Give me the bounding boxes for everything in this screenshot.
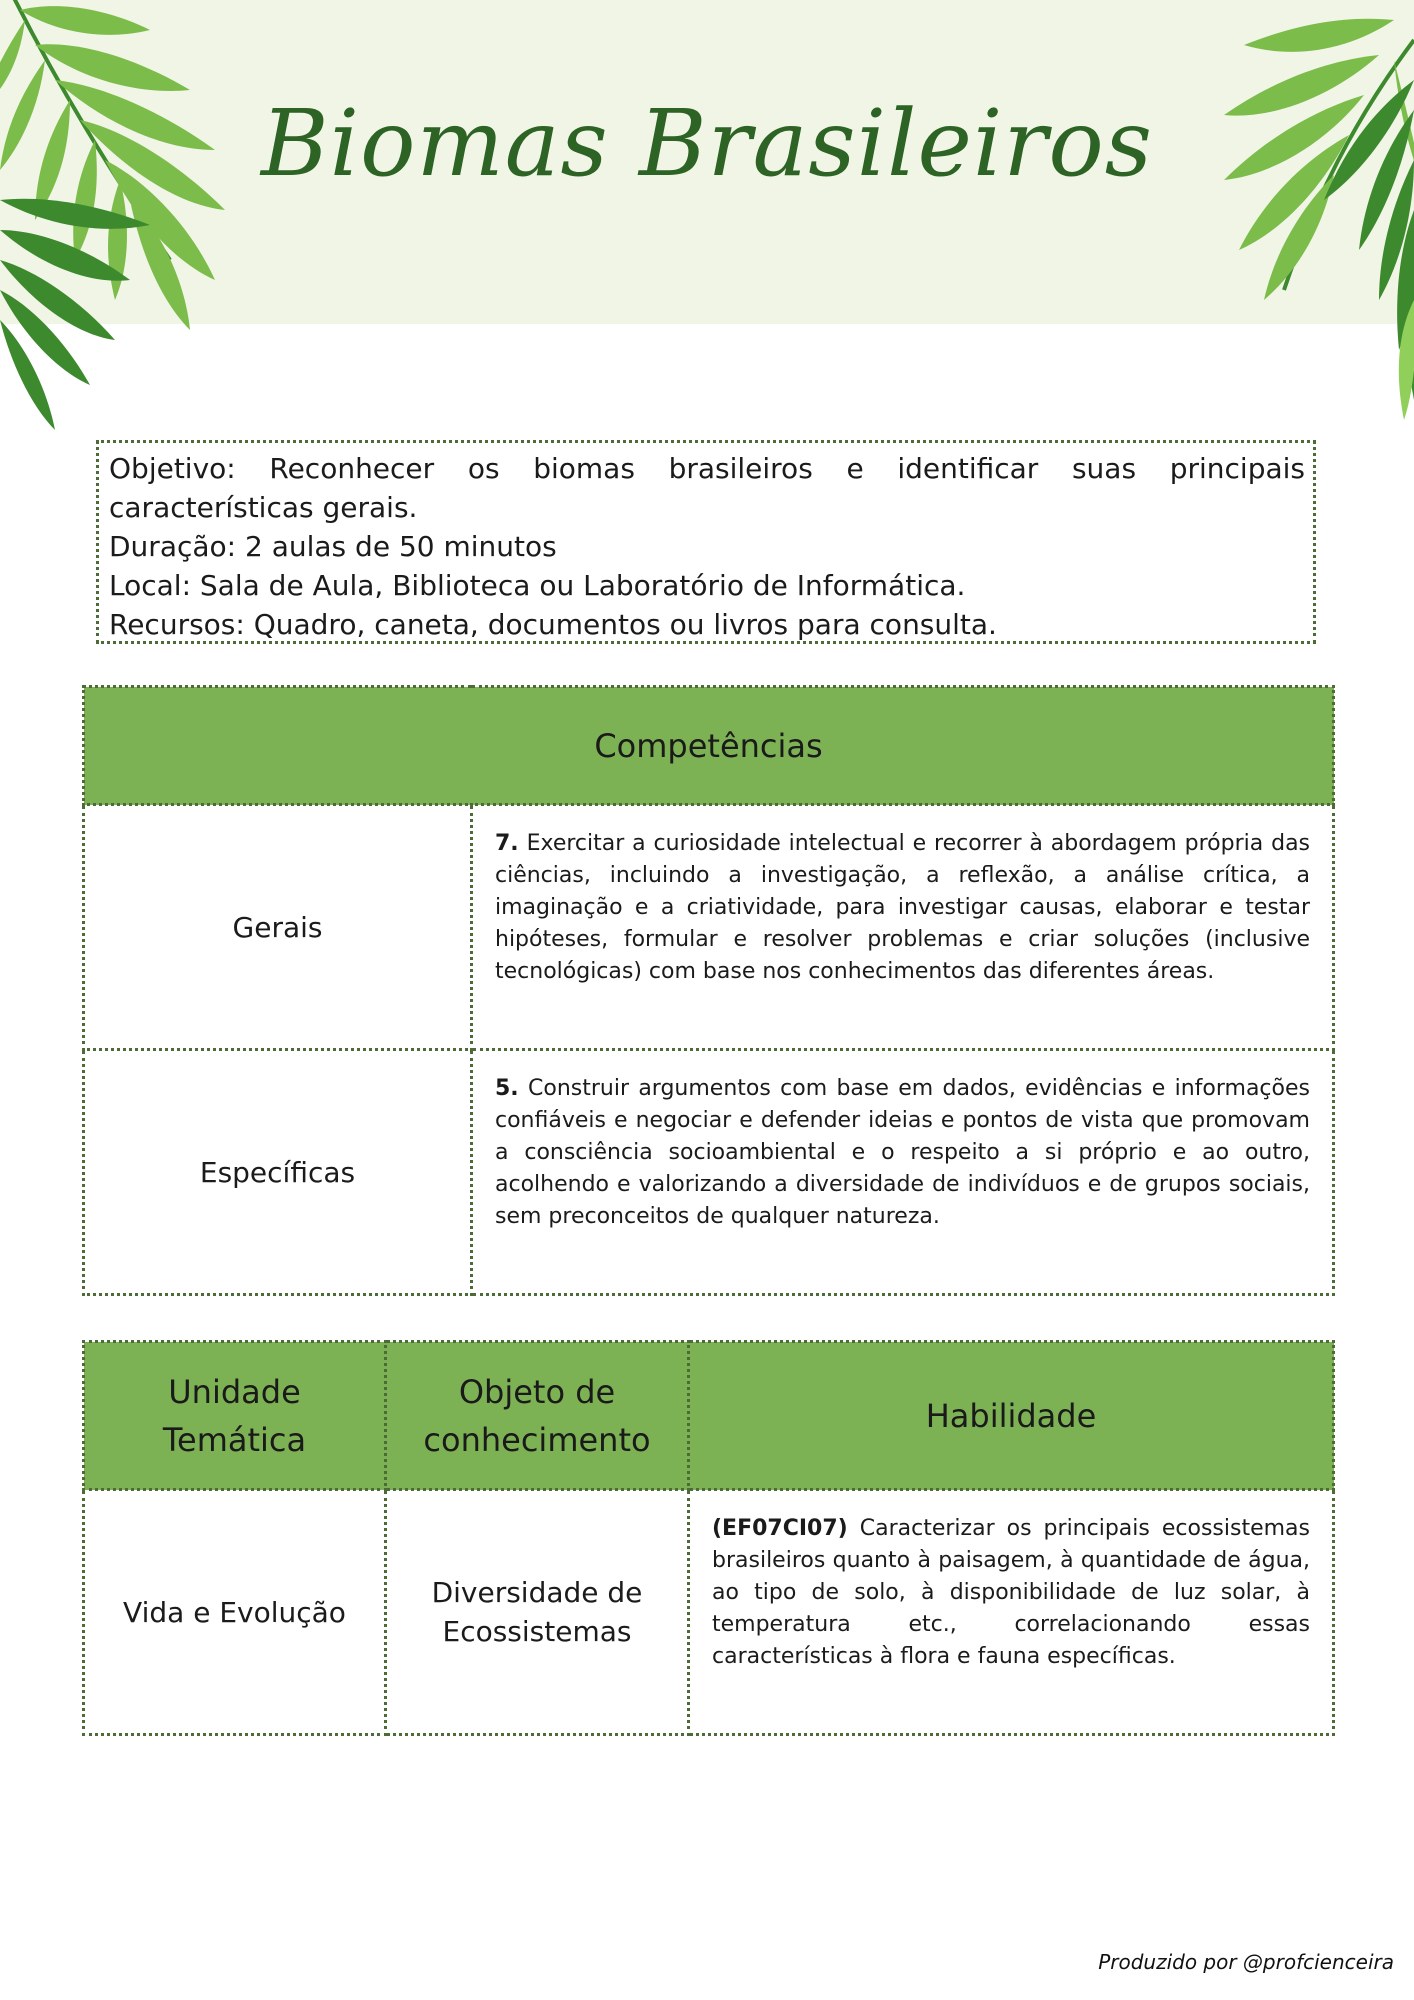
objeto-value-line2: Ecossistemas	[442, 1615, 632, 1648]
competencia-number: 7.	[495, 831, 519, 856]
header-habilidade: Habilidade	[689, 1342, 1334, 1490]
header-objeto-line1: Objeto de	[458, 1372, 616, 1411]
habilidade-description: Caracterizar os principais ecossistemas brasileiros quanto à paisagem, à quantidade de água, ao tipo de solo, à disponibilidade de luz solar, à temperatura etc., correlacionando essas características à flora e fauna específicas.	[712, 1516, 1310, 1669]
habilidades-table	[82, 1340, 1335, 1736]
header-objeto-conhecimento	[386, 1342, 689, 1490]
palm-leaves-left-decoration	[0, 0, 260, 440]
competencia-text-gerais	[472, 805, 1334, 1050]
table-row	[84, 1050, 1334, 1295]
header-unidade-tematica	[84, 1342, 386, 1490]
competencia-label-especificas: Específicas	[84, 1050, 472, 1295]
competencias-header: Competências	[84, 687, 1334, 805]
competencia-description: Construir argumentos com base em dados, evidências e informações confiáveis e negociar e defender ideias e pontos de vista que promovam a consciência socioambiental e o respeito a si próprio e ao outro, acolhendo e valorizando a diversidade de indivíduos e de grupos sociais, sem preconceitos de qualquer natureza.	[495, 1076, 1310, 1229]
page-title: Biomas Brasileiros	[261, 90, 1153, 197]
header-unidade-line1: Unidade	[168, 1372, 301, 1411]
competencia-label-gerais: Gerais	[84, 805, 472, 1050]
objeto-value-line1: Diversidade de	[431, 1576, 643, 1609]
table-row	[84, 1490, 1334, 1735]
duration-text: Duração: 2 aulas de 50 minutos	[109, 530, 557, 563]
objeto-value	[386, 1490, 689, 1735]
lesson-info-box	[96, 440, 1316, 644]
habilidade-value	[689, 1490, 1334, 1735]
footer-credit: Produzido por @profcienceira	[1098, 1950, 1394, 1974]
location-text: Local: Sala de Aula, Biblioteca ou Laboratório de Informática.	[109, 569, 966, 602]
resources-text: Recursos: Quadro, caneta, documentos ou livros para consulta.	[109, 608, 997, 641]
competencia-text-especificas	[472, 1050, 1334, 1295]
unidade-value: Vida e Evolução	[84, 1490, 386, 1735]
habilidade-code: (EF07CI07)	[712, 1516, 848, 1541]
objective-text: Objetivo: Reconhecer os biomas brasileiros e identificar suas principais	[109, 452, 1305, 485]
table-row	[84, 805, 1334, 1050]
competencias-table	[82, 685, 1335, 1296]
header-objeto-line2: conhecimento	[423, 1420, 651, 1459]
competencia-number: 5.	[495, 1076, 519, 1101]
competencia-description: Exercitar a curiosidade intelectual e recorrer à abordagem própria das ciências, incluindo a investigação, a reflexão, a análise crítica, a imaginação e a criatividade, para investigar causas, elaborar e testar hipóteses, formular e resolver problemas e criar soluções (inclusive tecnológicas) com base nos conhecimentos das diferentes áreas.	[495, 831, 1311, 984]
objective-text-continued: características gerais.	[109, 491, 418, 524]
header-unidade-line2: Temática	[162, 1420, 307, 1459]
palm-leaves-right-decoration	[1114, 0, 1414, 430]
